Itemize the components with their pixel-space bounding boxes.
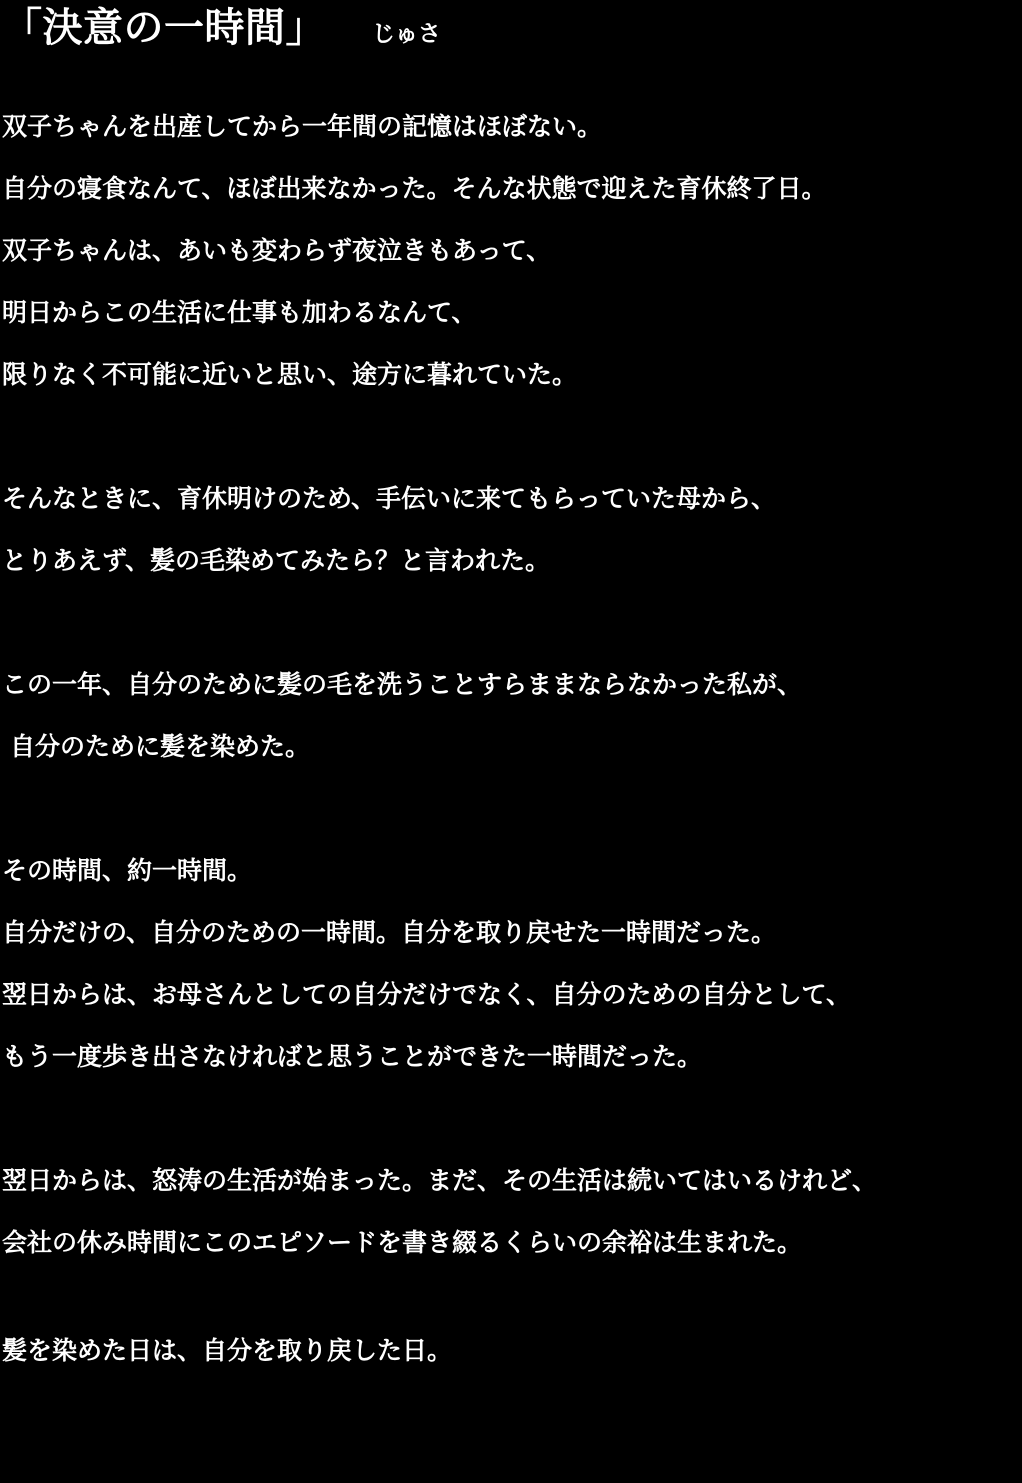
text-line: 自分のために髪を染めた。 (10, 732, 311, 761)
paragraph-gap (2, 592, 1022, 654)
text-line: 明日からこの生活に仕事も加わるなんて、 (2, 298, 477, 327)
paragraph-gap (2, 1088, 1022, 1150)
paragraph-gap (2, 406, 1022, 468)
paragraph-gap (2, 778, 1022, 840)
text-line: 双子ちゃんは、あいも変わらず夜泣きもあって、 (2, 236, 552, 265)
text-line: そんなときに、育休明けのため、手伝いに来てもらっていた母から、 (2, 484, 777, 513)
text-line: その時間、約一時間。 (2, 856, 253, 885)
text-line: 自分だけの、自分のための一時間。自分を取り戻せた一時間だった。 (2, 918, 777, 947)
title-row (0, 0, 1022, 52)
text-line: 翌日からは、お母さんとしての自分だけでなく、自分のための自分として、 (2, 980, 852, 1009)
text-line: 翌日からは、怒涛の生活が始まった。まだ、その生活は続いてはいるけれど、 (2, 1166, 878, 1195)
page-title: 「決意の一時間」 (2, 5, 326, 51)
paragraph-4 (2, 840, 1022, 1088)
author-name: じゅさ (372, 21, 441, 47)
text-line: もう一度歩き出さなければと思うことができた一時間だった。 (2, 1042, 703, 1071)
paragraph-2 (2, 468, 1022, 592)
text-line: 自分の寝食なんて、ほぼ出来なかった。そんな状態で迎えた育休終了日。 (2, 174, 827, 203)
text-line: 双子ちゃんを出産してから一年間の記憶はほぼない。 (2, 112, 603, 141)
text-line: 会社の休み時間にこのエピソードを書き綴るくらいの余裕は生まれた。 (2, 1228, 803, 1257)
text-line: この一年、自分のために髪の毛を洗うことすらままならなかった私が、 (2, 670, 803, 699)
paragraph-3 (2, 654, 1022, 778)
paragraph-1 (2, 96, 1022, 406)
paragraph-gap (2, 1274, 1022, 1320)
text-line: 限りなく不可能に近いと思い、途方に暮れていた。 (2, 360, 578, 389)
text-line: とりあえず、髪の毛染めてみたら？と言われた。 (2, 546, 551, 575)
text-line: 髪を染めた日は、自分を取り戻した日。 (2, 1336, 453, 1365)
paragraph-5 (2, 1150, 1022, 1274)
body-text (0, 96, 1022, 1382)
paragraph-6 (2, 1320, 1022, 1382)
